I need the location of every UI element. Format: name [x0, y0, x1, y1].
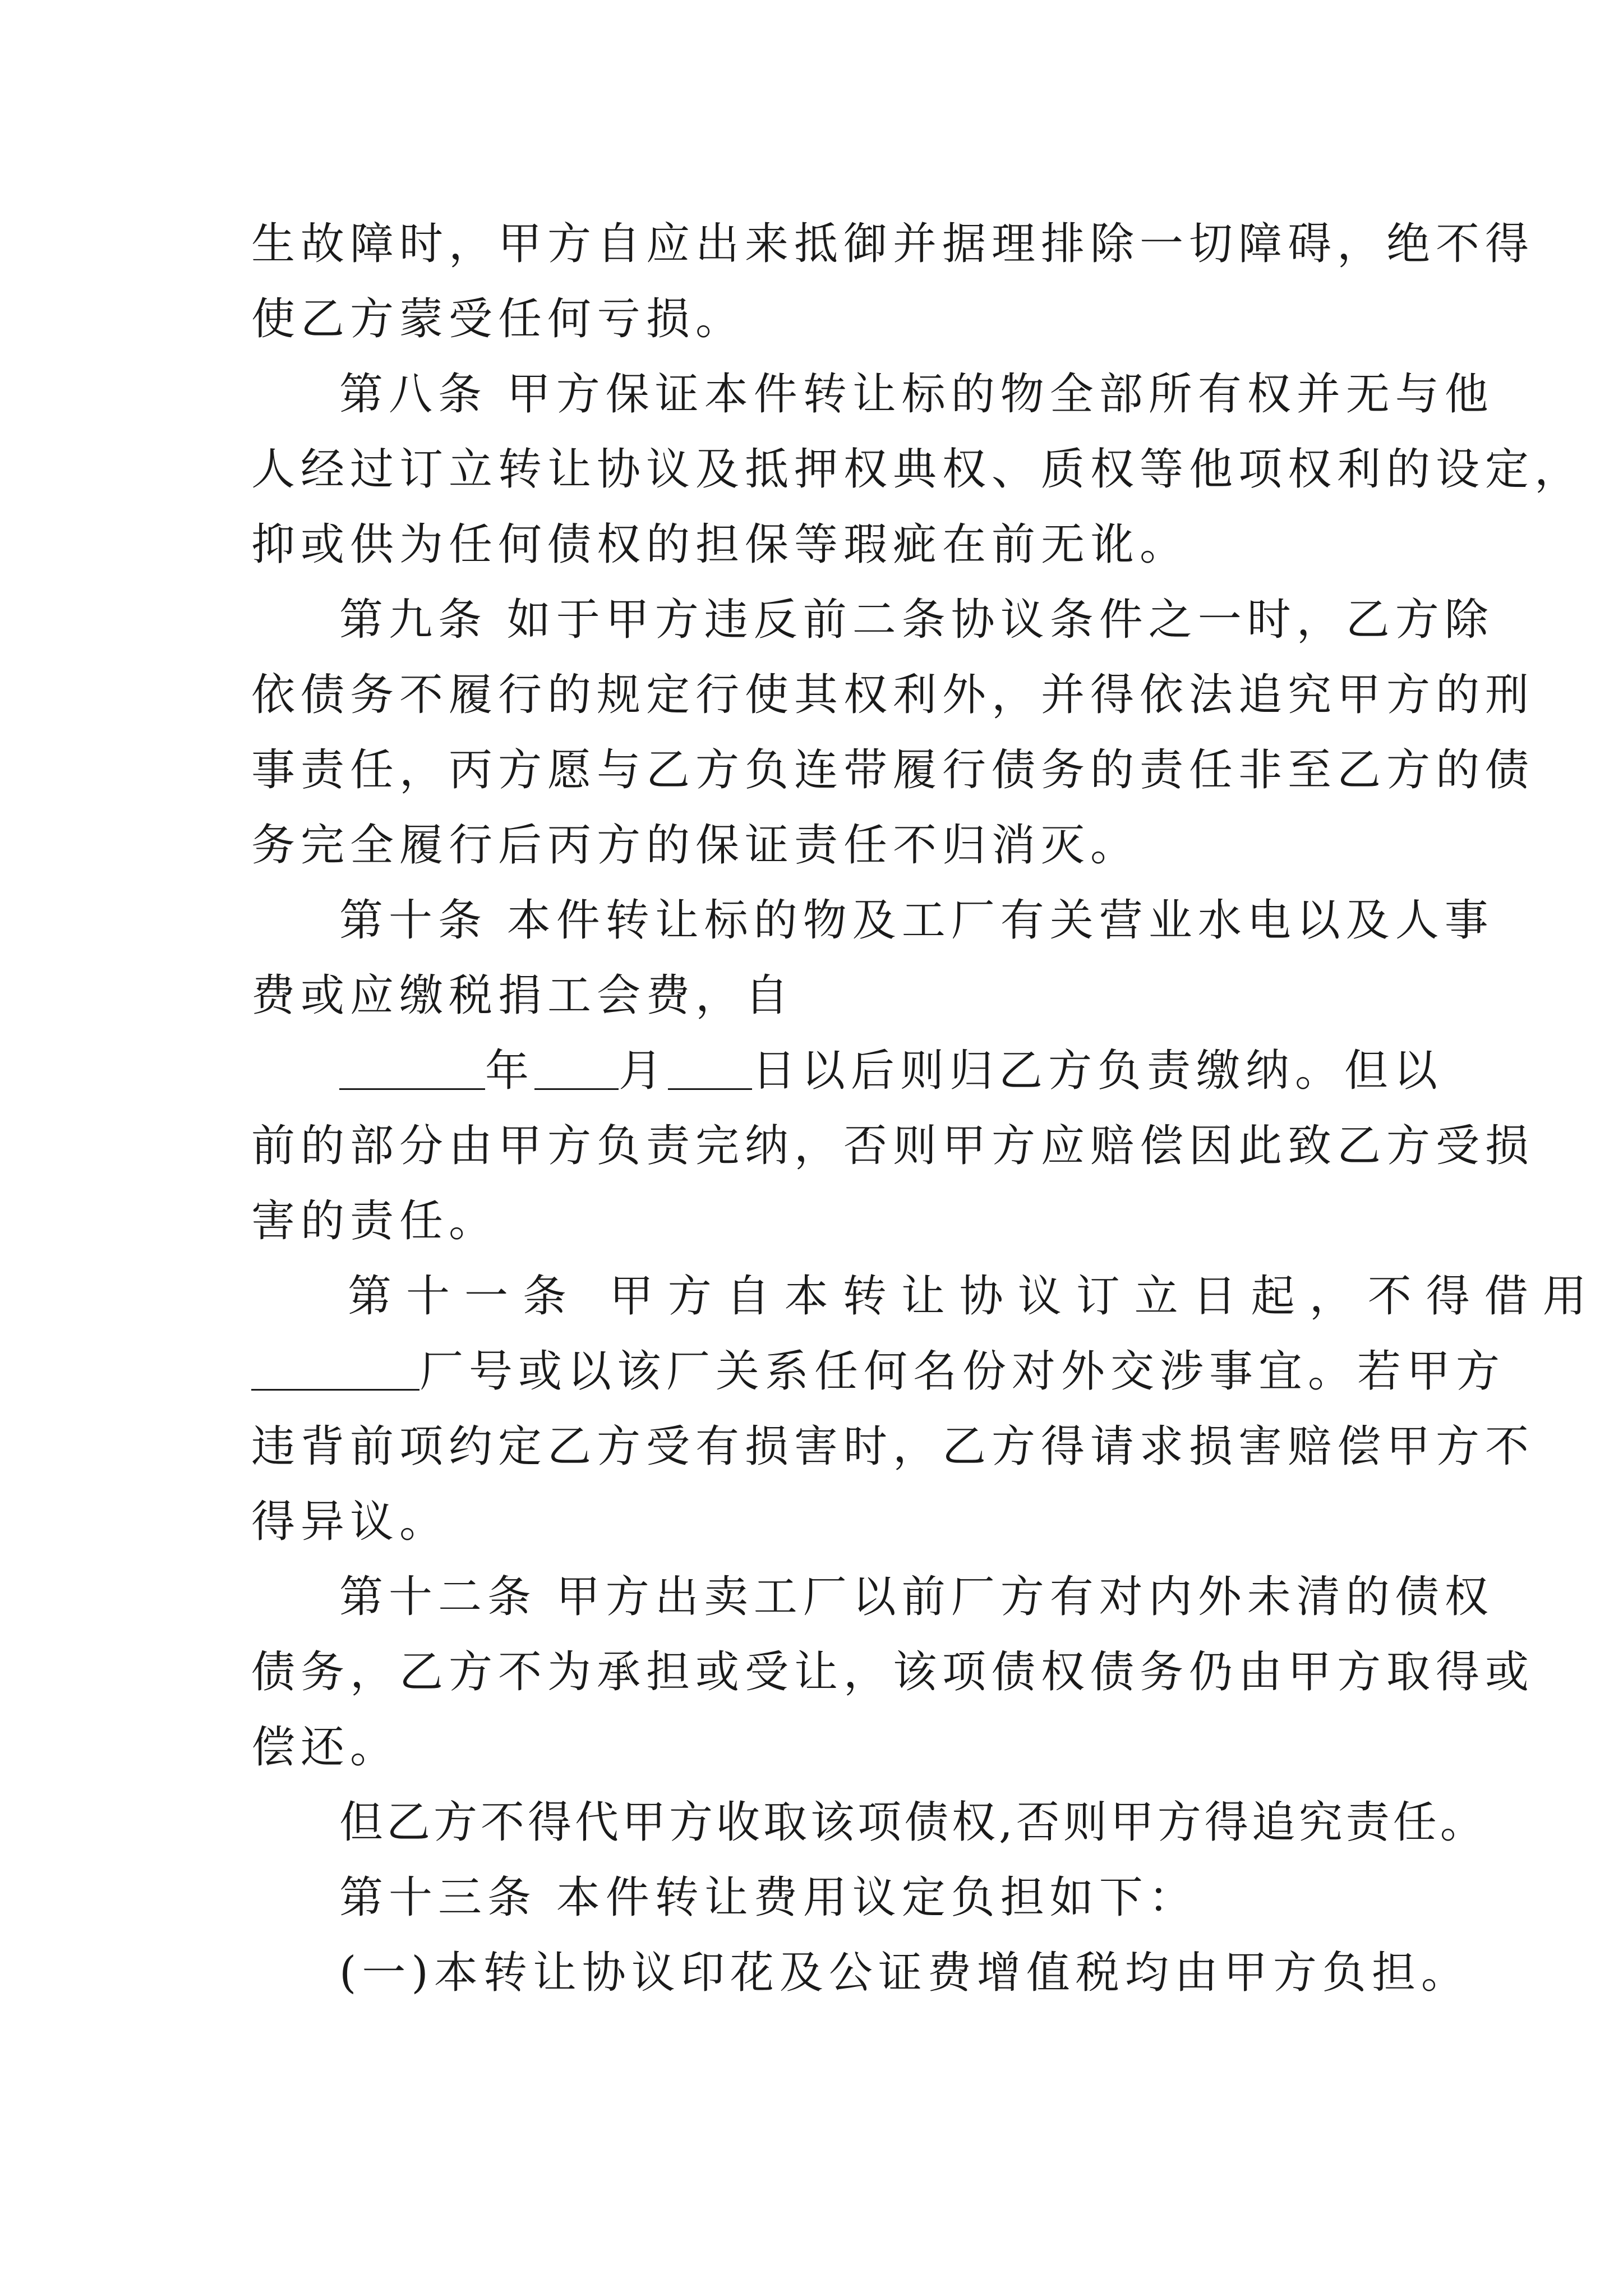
- text-line: 使乙方蒙受任何亏损。: [251, 294, 745, 344]
- month-blank[interactable]: [534, 1045, 619, 1090]
- text-line: 依债务不履行的规定行使其权利外，并得依法追究甲方的刑: [251, 670, 1535, 720]
- text-line: 害的责任。: [251, 1196, 499, 1246]
- month-label: 月: [619, 1046, 668, 1096]
- day-rest-text: 日以后则归乙方负责缴纳。但以: [752, 1046, 1444, 1096]
- text-line: 人经过订立转让协议及抵押权典权、质权等他项权利的设定，: [251, 444, 1584, 495]
- text-line: (一)本转让协议印花及公证费增值税均由甲方负担。: [339, 1948, 1470, 1998]
- text-line: 务完全履行后丙方的保证责任不归消灭。: [251, 820, 1140, 871]
- article-12-heading-line: 第十二条 甲方出卖工厂以前厂方有对内外未清的债权: [339, 1572, 1494, 1622]
- article-13-heading-line: 第十三条 本件转让费用议定负担如下：: [339, 1872, 1198, 1923]
- factory-name-blank[interactable]: [251, 1345, 419, 1391]
- year-blank[interactable]: [339, 1045, 485, 1090]
- text-line: 费或应缴税捐工会费，自: [251, 970, 795, 1021]
- year-label: 年: [485, 1046, 535, 1096]
- text-line: 事责任，丙方愿与乙方负连带履行债务的责任非至乙方的债: [251, 745, 1535, 795]
- date-fill-line: [339, 1040, 1444, 1102]
- factory-rest-text: 厂号或以该厂关系任何名份对外交涉事宜。若甲方: [419, 1346, 1506, 1397]
- text-line: 前的部分由甲方负责完纳，否则甲方应赔偿因此致乙方受损: [251, 1121, 1535, 1171]
- article-8-heading-line: 第八条 甲方保证本件转让标的物全部所有权并无与他: [339, 369, 1494, 420]
- article-11-heading-line: 第十一条 甲方自本转让协议订立日起，不得借用: [348, 1271, 1601, 1322]
- text-line: 生故障时，甲方自应出来抵御并据理排除一切障碍，绝不得: [251, 219, 1535, 269]
- article-10-heading-line: 第十条 本件转让标的物及工厂有关营业水电以及人事: [339, 895, 1494, 946]
- text-line: 得异议。: [251, 1497, 449, 1547]
- day-blank[interactable]: [668, 1045, 752, 1090]
- text-line: 偿还。: [251, 1722, 400, 1773]
- text-line: 抑或供为任何债权的担保等瑕疵在前无讹。: [251, 519, 1189, 570]
- text-line: 违背前项约定乙方受有损害时，乙方得请求损害赔偿甲方不: [251, 1421, 1535, 1472]
- text-line: 但乙方不得代甲方收取该项债权,否则甲方得追究责任。: [339, 1797, 1487, 1848]
- factory-name-line: [251, 1341, 1506, 1402]
- article-9-heading-line: 第九条 如于甲方违反前二条协议条件之一时，乙方除: [339, 595, 1494, 645]
- text-line: 债务，乙方不为承担或受让，该项债权债务仍由甲方取得或: [251, 1647, 1535, 1697]
